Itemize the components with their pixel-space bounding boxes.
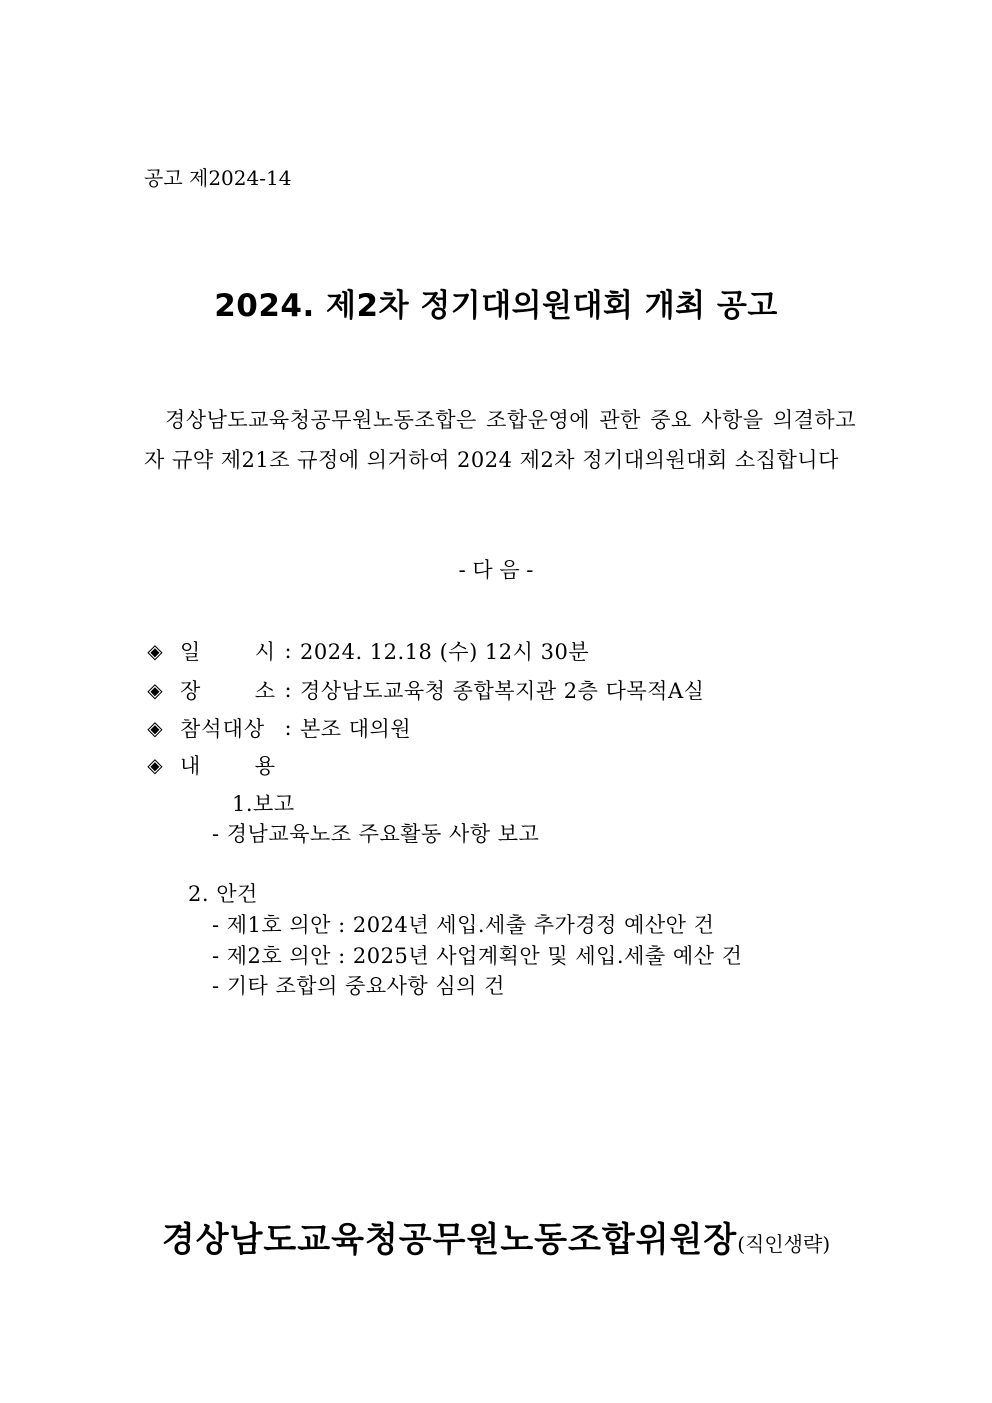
report-line: - 경남교육노조 주요활동 사항 보고 [212, 822, 540, 846]
diamond-icon: ◈ [147, 753, 163, 777]
signature-name: 경상남도교육청공무원노동조합위원장 [161, 1220, 738, 1260]
agenda-line: - 제2호 의안 : 2025년 사업계획안 및 세입.세출 예산 건 [212, 944, 743, 968]
diamond-icon: ◈ [147, 678, 163, 702]
agenda-line: - 제1호 의안 : 2024년 세입.세출 추가경정 예산안 건 [212, 913, 715, 937]
seal-omitted-note: (직인생략) [737, 1232, 831, 1256]
signature [0, 1212, 992, 1261]
item-colon: : [284, 678, 292, 702]
diamond-icon: ◈ [147, 639, 163, 663]
item-label: 일 시 [180, 640, 276, 664]
following-heading: - 다 음 - [458, 558, 534, 582]
notice-number: 공고 제2024-14 [144, 166, 292, 190]
item-label: 참석대상 [180, 717, 266, 741]
item-value: 본조 대의원 [300, 717, 412, 741]
item-colon: : [284, 639, 292, 663]
item-attendees [144, 713, 411, 743]
item-value: 경상남도교육청 종합복지관 2층 다목적A실 [300, 679, 705, 703]
item-place [144, 675, 704, 705]
document-title: 2024. 제2차 정기대의원대회 개최 공고 [214, 288, 778, 324]
diamond-icon: ◈ [147, 716, 163, 740]
item-colon: : [284, 716, 292, 740]
intro-paragraph: 경상남도교육청공무원노동조합은 조합운영에 관한 중요 사항을 의결하고자 규약 제21조 규정에 의거하여 2024 제2차 정기대의원대회 소집합니다 [144, 408, 856, 472]
item-value: 2024. 12.18 (수) 12시 30분 [300, 640, 590, 664]
agenda-heading: 2. 안건 [188, 882, 258, 906]
report-heading: 1.보고 [232, 792, 295, 816]
item-date [144, 636, 589, 666]
item-label: 내 용 [180, 754, 276, 778]
agenda-line: - 기타 조합의 중요사항 심의 건 [212, 974, 505, 998]
item-label: 장 소 [180, 679, 276, 703]
item-content [144, 750, 276, 780]
